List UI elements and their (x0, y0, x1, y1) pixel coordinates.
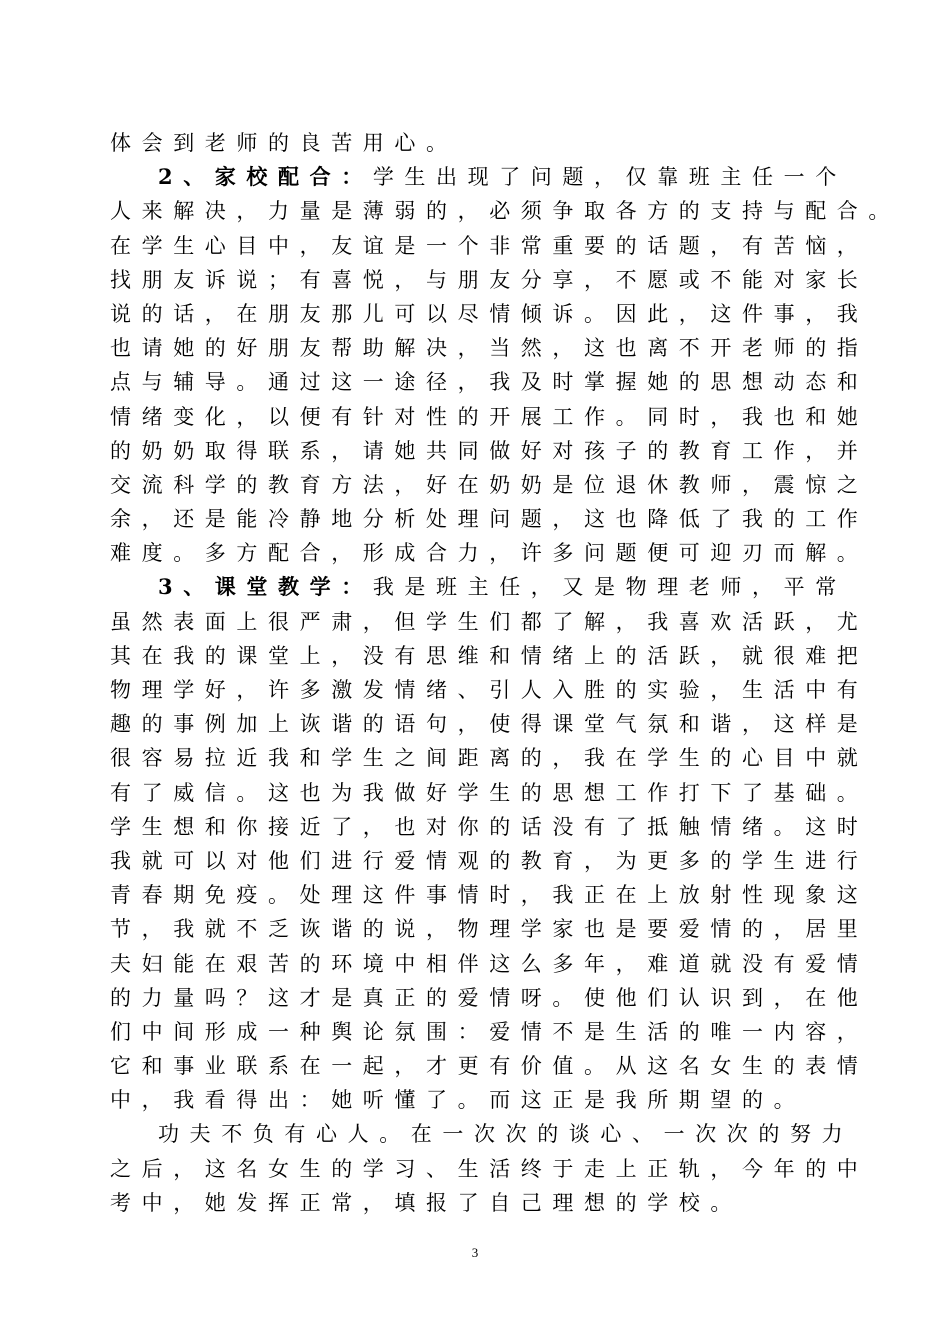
line-text: 学生出现了问题，仅靠班主任一个 (372, 165, 847, 190)
text-line (110, 1186, 838, 1220)
line-text: 很容易拉近我和学生之间距离的，我在学生的心目中就 (110, 746, 869, 771)
line-text: 夫妇能在艰苦的环境中相伴这么多年，难道就没有爱情 (110, 951, 869, 976)
text-line (110, 1049, 869, 1083)
text-line (110, 263, 869, 297)
text-line (110, 536, 869, 570)
line-text: 在学生心目中，友谊是一个非常重要的话题，有苦恼， (110, 233, 869, 258)
line-text: 找朋友诉说；有喜悦，与朋友分享，不愿或不能对家长 (110, 267, 869, 292)
line-text: 余，还是能冷静地分析处理问题，这也降低了我的工作 (110, 507, 869, 532)
line-text: 点与辅导。通过这一途径，我及时掌握她的思想动态和 (110, 370, 869, 395)
section-heading: 3、课堂教学： (158, 574, 373, 600)
line-text: 中，我看得出：她听懂了。而这正是我所期望的。 (110, 1088, 806, 1113)
page-number: 3 (471, 1245, 479, 1260)
line-text: 节，我就不乏诙谐的说，物理学家也是要爱情的，居里 (110, 917, 869, 942)
line-text: 有了威信。这也为我做好学生的思想工作打下了基础。 (110, 780, 869, 805)
text-line (110, 741, 869, 775)
line-text: 物理学好，许多激发情绪、引人入胜的实验，生活中有 (110, 678, 869, 702)
text-line (110, 1083, 838, 1117)
line-text: 虽然表面上很严肃，但学生们都了解，我喜欢活跃，尤 (110, 609, 869, 634)
line-text: 难度。多方配合，形成合力，许多问题便可迎刃而解。 (110, 541, 869, 566)
text-line (110, 981, 869, 1015)
text-line (110, 297, 869, 331)
line-text: 体会到老师的良苦用心。 (110, 131, 458, 155)
text-line (110, 639, 869, 673)
text-line (110, 160, 847, 194)
text-line (110, 947, 869, 981)
text-line (110, 878, 869, 912)
line-text: 考中，她发挥正常，填报了自己理想的学校。 (110, 1190, 742, 1215)
line-text: 也请她的好朋友帮助解决，当然，这也离不开老师的指 (110, 336, 869, 361)
text-line (110, 707, 869, 741)
line-text: 说的话，在朋友那儿可以尽情倾诉。因此，这件事，我 (110, 301, 869, 326)
text-line (110, 810, 869, 844)
text-line (110, 570, 847, 604)
text-line (110, 502, 869, 536)
text-line (110, 673, 869, 707)
text-line (110, 1015, 869, 1049)
text-line (110, 365, 869, 399)
text-line (110, 605, 869, 639)
line-text: 情绪变化，以便有针对性的开展工作。同时，我也和她 (110, 404, 869, 429)
line-text: 的奶奶取得联系，请她共同做好对孩子的教育工作，并 (110, 438, 869, 463)
text-line (110, 844, 869, 878)
line-text: 学生想和你接近了，也对你的话没有了抵触情绪。这时 (110, 814, 869, 839)
section-heading: 2、家校配合： (158, 164, 373, 190)
text-line (110, 434, 869, 468)
body-text (110, 126, 900, 1220)
text-line (110, 912, 869, 946)
text-line (110, 229, 869, 263)
line-text: 之后，这名女生的学习、生活终于走上正轨，今年的中 (110, 1156, 869, 1181)
text-line (110, 126, 838, 160)
text-line (110, 194, 900, 228)
line-text: 趣的事例加上诙谐的语句，使得课堂气氛和谐，这样是 (110, 712, 869, 737)
line-text: 我就可以对他们进行爱情观的教育，为更多的学生进行 (110, 848, 869, 873)
line-text: 们中间形成一种舆论氛围：爱情不是生活的唯一内容， (110, 1019, 869, 1044)
line-text: 人来解决，力量是薄弱的，必须争取各方的支持与配合。 (110, 199, 900, 224)
text-line (110, 776, 869, 810)
line-text: 我是班主任，又是物理老师，平常 (372, 575, 847, 600)
line-text: 青春期免疫。处理这件事情时，我正在上放射性现象这 (110, 883, 869, 908)
line-text: 其在我的课堂上，没有思维和情绪上的活跃，就很难把 (110, 643, 869, 668)
line-text: 的力量吗？这才是真正的爱情呀。使他们认识到，在他 (110, 985, 869, 1010)
line-text: 功夫不负有心人。在一次次的谈心、一次次的努力 (158, 1122, 854, 1147)
text-line (110, 331, 869, 365)
text-line (110, 1152, 869, 1186)
line-text: 它和事业联系在一起，才更有价值。从这名女生的表情 (110, 1054, 869, 1079)
text-line (110, 1117, 854, 1151)
text-line (110, 400, 869, 434)
text-line (110, 468, 869, 502)
line-text: 交流科学的教育方法，好在奶奶是位退休教师，震惊之 (110, 472, 869, 497)
